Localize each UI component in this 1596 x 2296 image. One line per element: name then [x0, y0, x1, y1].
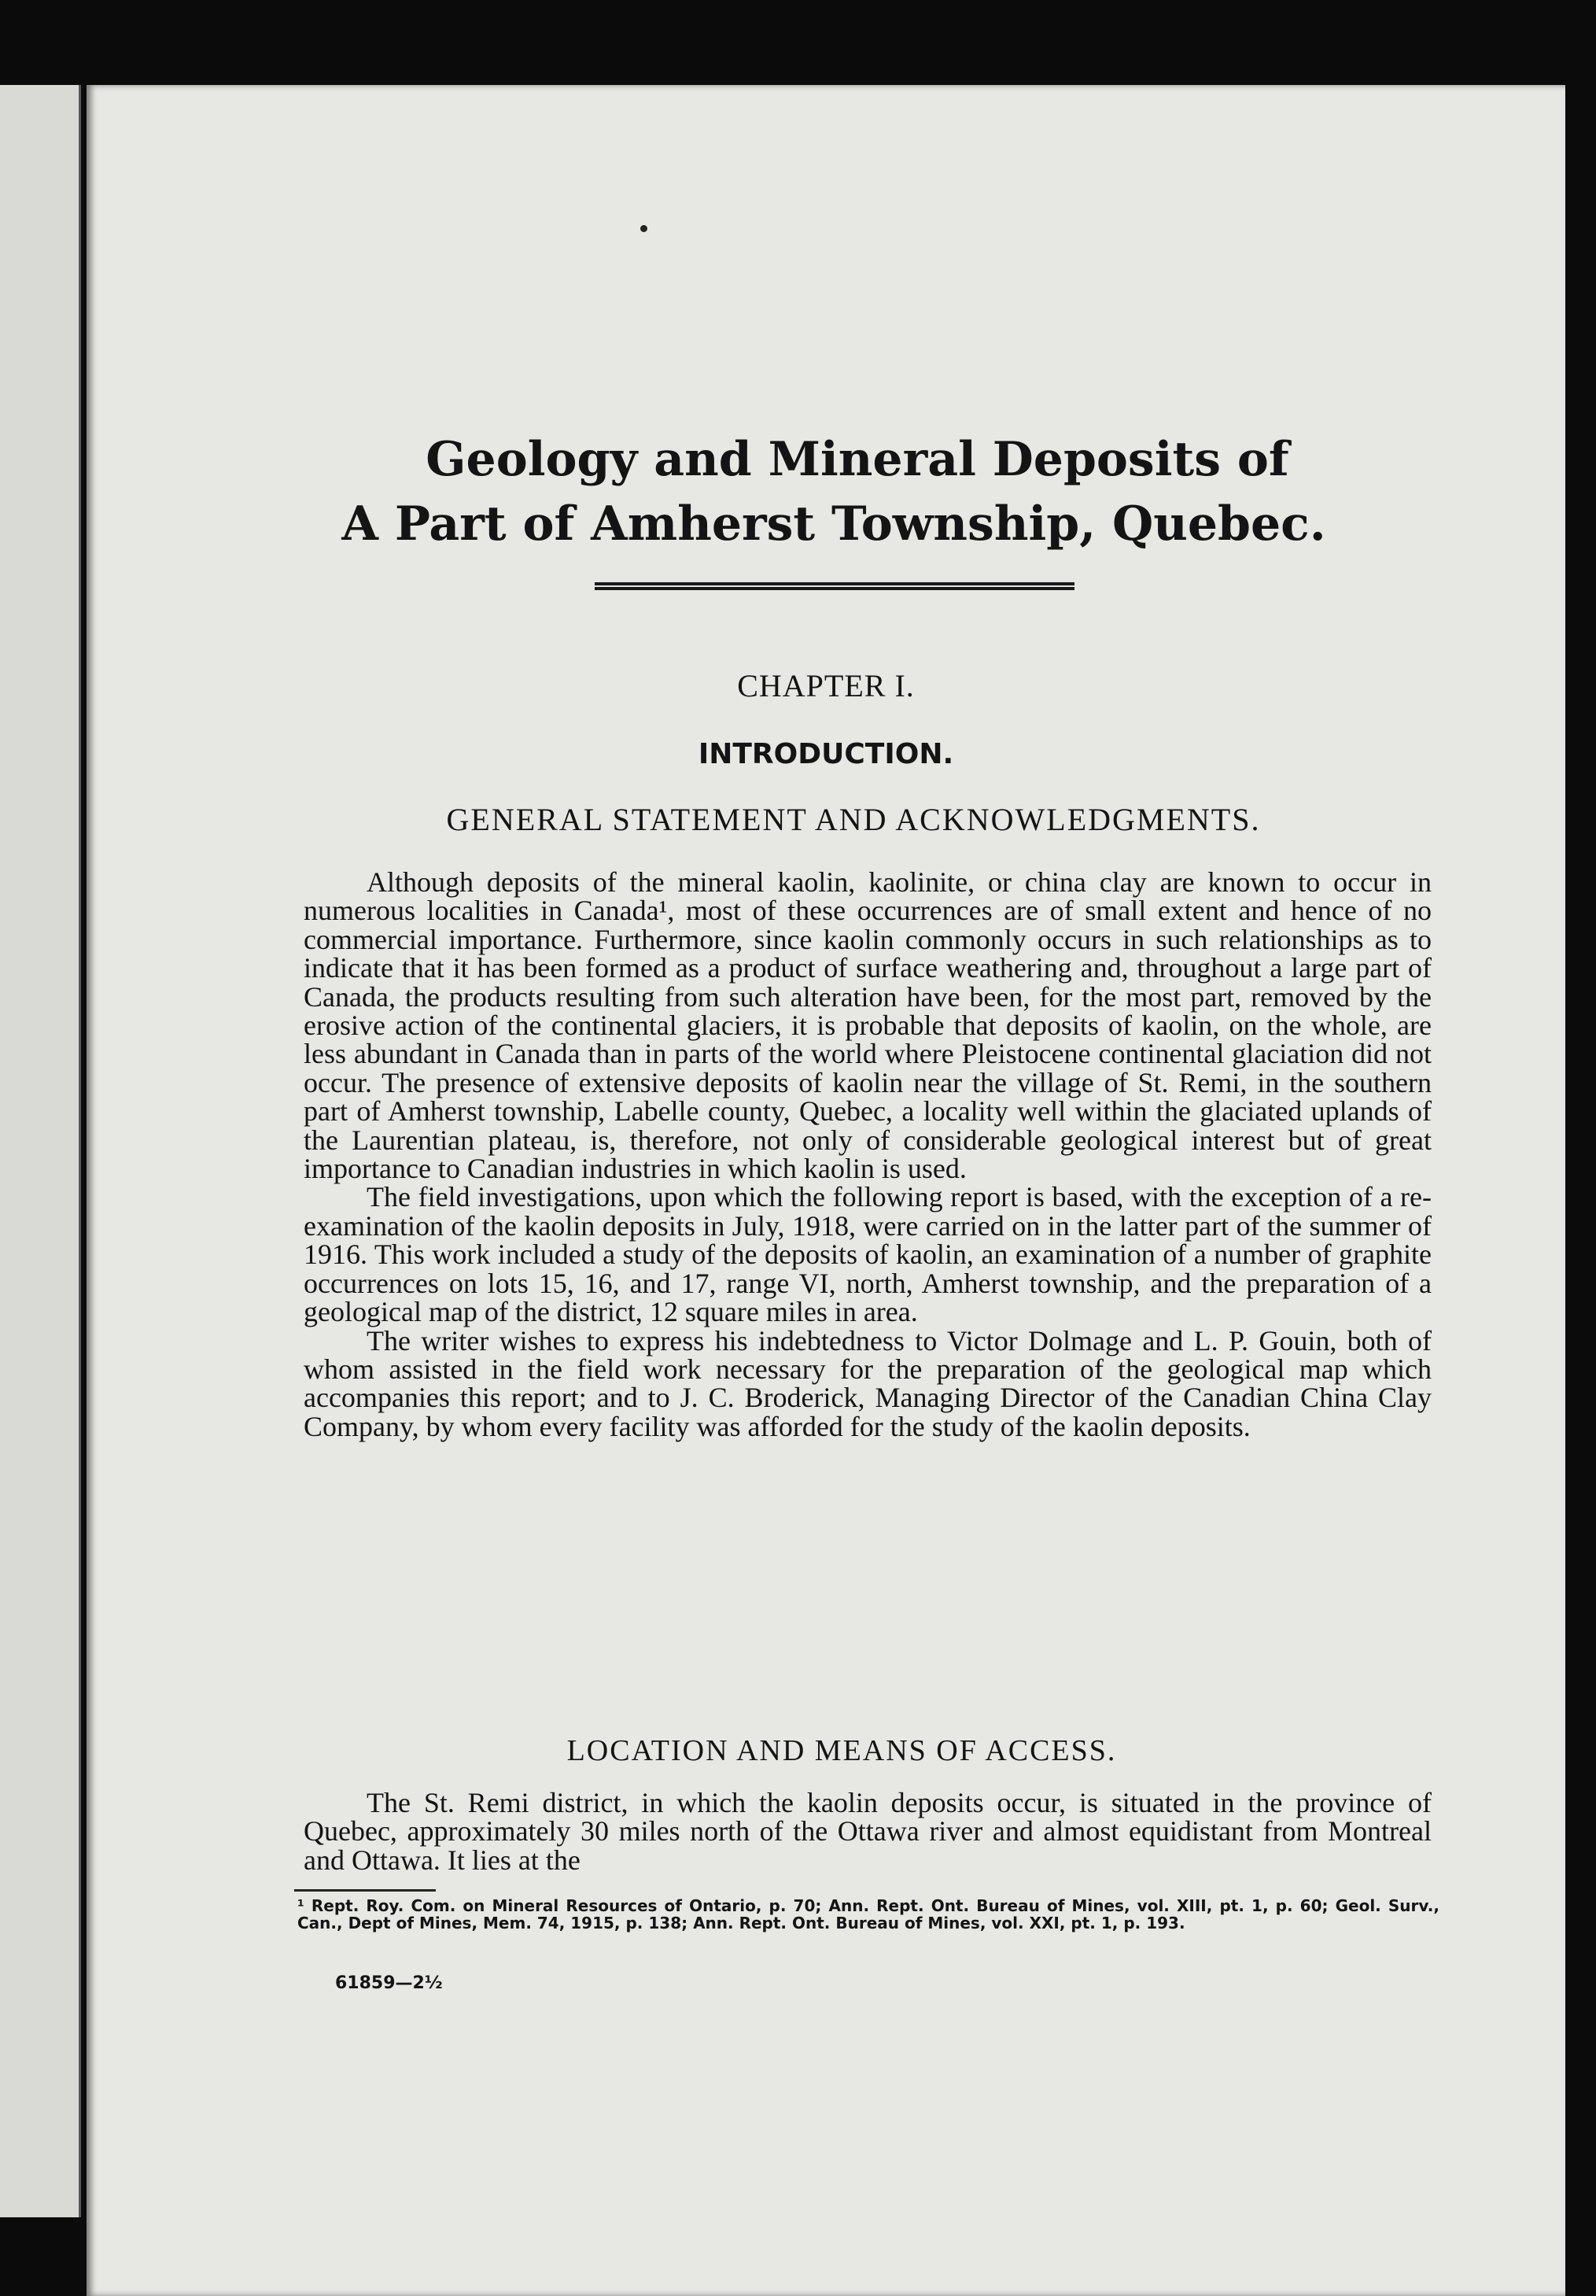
chapter-heading: CHAPTER I.	[737, 668, 915, 703]
paragraph: Although deposits of the mineral kaolin, kaolinite, or china clay are known to occur in numerous localities in Canada¹, most of these occurrences are of small extent and hence of no commercial importance. Furthermore, since kaolin commonly occurs in such relationships as to indicate that it has been formed as a product of surface weathering and, throughout a large part of Canada, the products resulting from such alteration have been, for the most part, removed by the erosive action of the continental glaciers, it is probable that deposits of kaolin, on the whole, are less abundant in Canada than in parts of the world where Pleistocene continental glaciation did not occur. The presence of extensive deposits of kaolin near the village of St. Remi, in the southern part of Amherst township, Labelle county, Quebec, a locality well within the glaciated uplands of the Laurentian plateau, is, therefore, not only of considerable geological interest but of great importance to Canadian industries in which kaolin is used.	[304, 866, 1432, 1185]
section-heading-general: GENERAL STATEMENT AND ACKNOWLEDGMENTS.	[446, 802, 1261, 837]
introduction-heading: INTRODUCTION.	[698, 738, 954, 770]
location-body	[304, 1788, 1432, 1874]
paragraph: The St. Remi district, in which the kaolin deposits occur, is situated in the province of Quebec, approximately 30 miles north of the Ottawa river and almost equidistant from Montreal and Ottawa. It lies at the	[304, 1787, 1432, 1876]
paragraph: The field investigations, upon which the following report is based, with the exception of a re-examination of the kaolin deposits in July, 1918, were carried on in the latter part of the summer of 1916. This work included a study of the deposits of kaolin, an examination of a number of graphite occurrences on lots 15, 16, and 17, range VI, north, Amherst township, and the preparation of a geological map of the district, 12 square miles in area.	[304, 1181, 1432, 1328]
printer-signature-code: 61859—2½	[335, 1973, 443, 1993]
footnote: ¹ Rept. Roy. Com. on Mineral Resources of Ontario, p. 70; Ann. Rept. Ont. Bureau of Mines, vol. XIII, pt. 1, p. 60; Geol. Surv., Can., Dept of Mines, Mem. 74, 1915, p. 138; Ann. Rept. Ont. Bureau of Mines, vol. XXI, pt. 1, p. 193.	[297, 1896, 1439, 1932]
title-line-1: Geology and Mineral Deposits of	[426, 432, 1289, 487]
section-heading-location: LOCATION AND MEANS OF ACCESS.	[566, 1734, 1117, 1767]
title-divider	[595, 582, 1074, 590]
document-page	[87, 85, 1565, 2296]
print-speck	[640, 225, 647, 232]
adjacent-page-edge	[0, 85, 81, 2217]
general-statement-body	[304, 868, 1432, 1441]
footnote-divider	[294, 1889, 436, 1892]
paragraph: The writer wishes to express his indebtedness to Victor Dolmage and L. P. Gouin, both of whom assisted in the field work necessary for the preparation of the geological map which accompanies this report; and to J. C. Broderick, Managing Director of the Canadian China Clay Company, by whom every facility was afforded for the study of the kaolin deposits.	[304, 1324, 1432, 1442]
title-line-2: A Part of Amherst Township, Quebec.	[341, 496, 1326, 552]
document-title	[87, 427, 1565, 556]
